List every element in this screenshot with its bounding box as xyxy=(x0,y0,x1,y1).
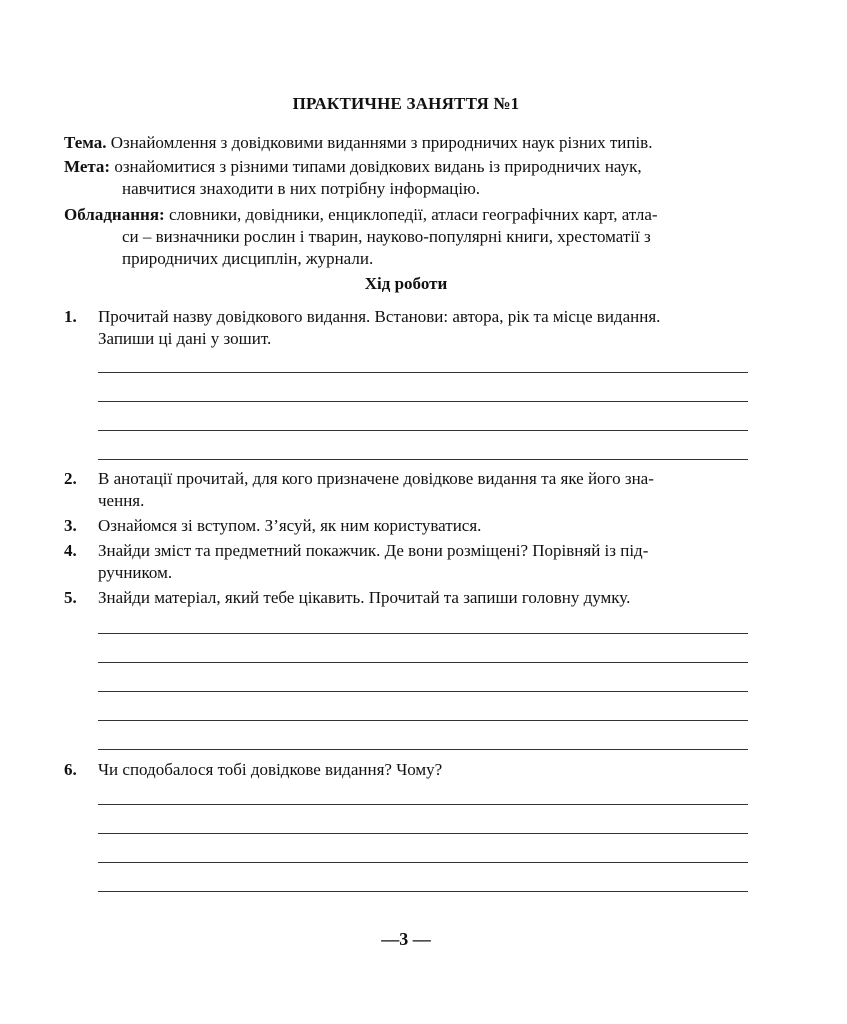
item-number: 1. xyxy=(64,307,77,326)
goal-text-line1: ознайомитися з різними типами довідкових видань із природничих наук, xyxy=(114,157,642,176)
item-text-line2: ручником. xyxy=(98,563,173,582)
item-text-line1: В анотації прочитай, для кого призначене довідкове видання та яке його зна- xyxy=(98,469,654,488)
item-text-line2: чення. xyxy=(98,491,145,510)
topic-text: Ознайомлення з довідковими виданнями з природничих наук різних типів. xyxy=(110,133,653,152)
answer-line[interactable] xyxy=(98,662,748,663)
item-text-line1: Прочитай назву довідкового видання. Встанови: автора, рік та місце видання. xyxy=(98,307,661,326)
item-number: 6. xyxy=(64,760,77,779)
answer-line[interactable] xyxy=(98,833,748,834)
answer-line[interactable] xyxy=(98,691,748,692)
answer-line[interactable] xyxy=(98,720,748,721)
equipment-row xyxy=(64,204,748,226)
goal-label: Мета: xyxy=(64,157,111,176)
answer-line[interactable] xyxy=(98,862,748,863)
equipment-label: Обладнання: xyxy=(64,205,165,224)
item-number: 4. xyxy=(64,541,77,560)
answer-line[interactable] xyxy=(98,891,748,892)
answer-line[interactable] xyxy=(98,633,748,634)
answer-line[interactable] xyxy=(98,459,748,460)
equipment-text-line3: природничих дисциплін, журнали. xyxy=(122,249,374,268)
equipment-text-line1: словники, довідники, енциклопедії, атласи географічних карт, атла- xyxy=(168,205,658,224)
item-text-line1: Знайди матеріал, який тебе цікавить. Прочитай та запиши головну думку. xyxy=(98,588,631,607)
goal-row xyxy=(64,156,748,178)
answer-line[interactable] xyxy=(98,749,748,750)
equipment-text-line2: си – визначники рослин і тварин, науково-популярні книги, хрестоматії з xyxy=(122,227,651,246)
item-number: 3. xyxy=(64,516,77,535)
item-number: 2. xyxy=(64,469,77,488)
item-text-line1: Ознайомся зі вступом. З’ясуй, як ним користуватися. xyxy=(98,516,482,535)
item-number: 5. xyxy=(64,588,77,607)
answer-line[interactable] xyxy=(98,430,748,431)
page-number: —3 — xyxy=(381,929,431,949)
topic-row xyxy=(64,132,748,154)
goal-text-line2: навчитися знаходити в них потрібну інформацію. xyxy=(122,179,481,198)
item-text-line1: Знайди зміст та предметний покажчик. Де вони розміщені? Порівняй із під- xyxy=(98,541,649,560)
page-title: ПРАКТИЧНЕ ЗАНЯТТЯ №1 xyxy=(292,94,520,113)
item-text-line2: Запиши ці дані у зошит. xyxy=(98,329,272,348)
worksheet-page xyxy=(64,0,748,1024)
topic-label: Тема. xyxy=(64,133,107,152)
answer-line[interactable] xyxy=(98,372,748,373)
answer-line[interactable] xyxy=(98,401,748,402)
procedure-heading: Хід роботи xyxy=(364,274,448,293)
item-text-line1: Чи сподобалося тобі довідкове видання? Чому? xyxy=(98,760,443,779)
answer-line[interactable] xyxy=(98,804,748,805)
